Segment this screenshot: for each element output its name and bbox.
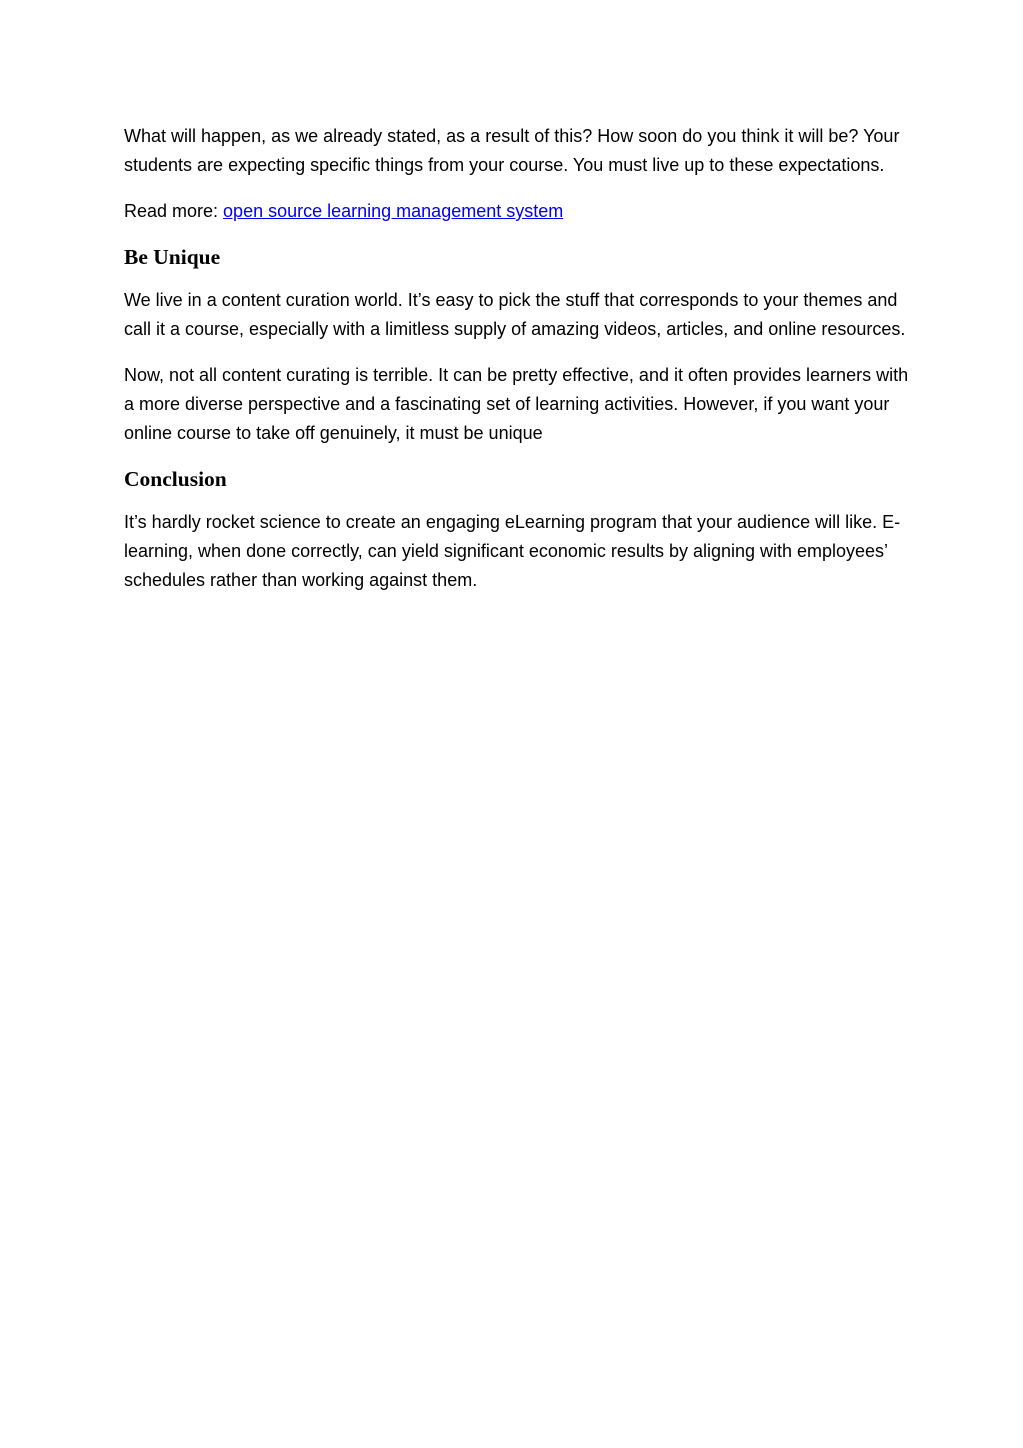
be-unique-paragraph-2: Now, not all content curating is terrible. It can be pretty effective, and it often provides learners with a more diverse perspective and a fascinating set of learning activities. However, if you want your online course to take off genuinely, it must be unique xyxy=(124,365,909,443)
document-body xyxy=(124,122,914,612)
read-more-line xyxy=(124,197,914,226)
section-heading-be-unique: Be Unique xyxy=(124,245,221,269)
read-more-link[interactable]: open source learning management system xyxy=(223,201,564,221)
intro-paragraph: What will happen, as we already stated, as a result of this? How soon do you think it will be? Your students are expecting specific things from your course. You must live up to these expectations. xyxy=(124,126,900,175)
section-heading-conclusion: Conclusion xyxy=(124,467,227,491)
read-more-label: Read more: xyxy=(124,201,224,221)
be-unique-paragraph-1: We live in a content curation world. It’s easy to pick the stuff that corresponds to your themes and call it a course, especially with a limitless supply of amazing videos, articles, and online resources. xyxy=(124,290,906,339)
conclusion-paragraph: It’s hardly rocket science to create an engaging eLearning program that your audience will like. E-learning, when done correctly, can yield significant economic results by aligning with employees’ schedules rather than working against them. xyxy=(124,512,901,590)
